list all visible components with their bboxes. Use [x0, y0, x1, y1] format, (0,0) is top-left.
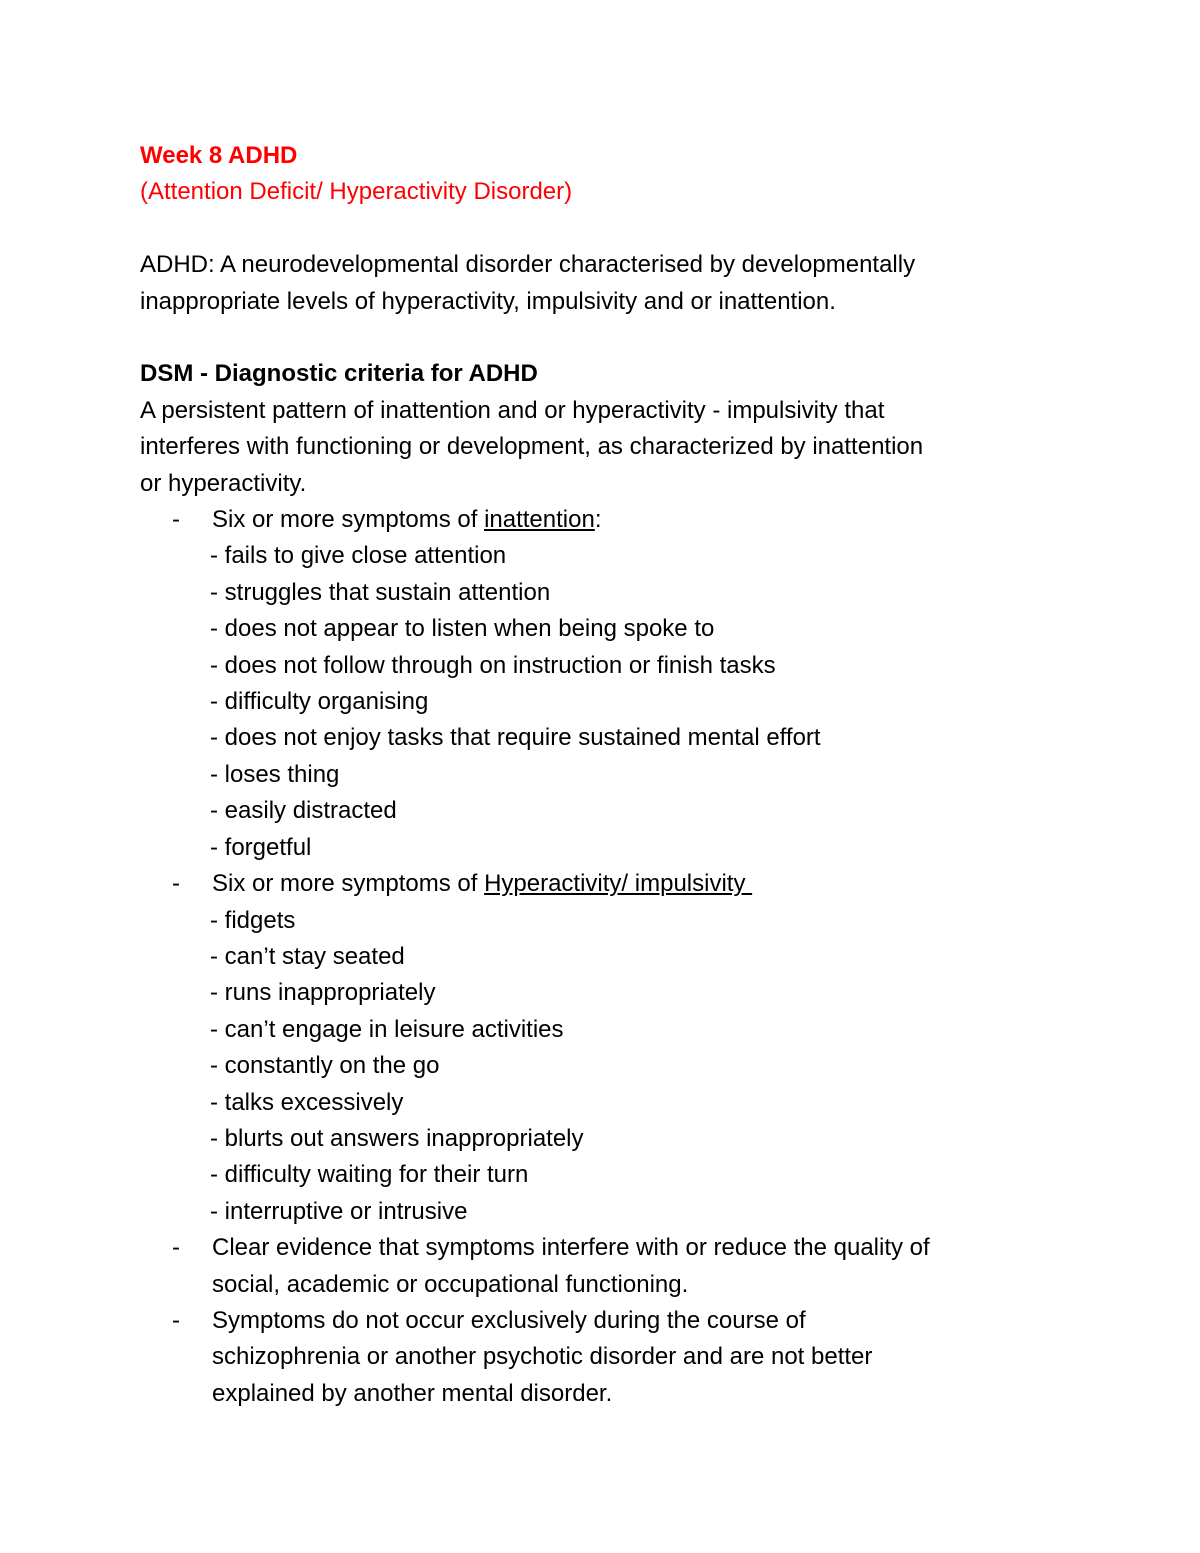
criterion-prefix: Six or more symptoms of [212, 506, 485, 534]
criterion-text: Clear evidence that symptoms interfere with or reduce the quality of [212, 1234, 930, 1262]
symptom-item: - struggles that sustain attention [210, 578, 551, 606]
criterion-suffix: : [594, 506, 602, 534]
symptom-item: - constantly on the go [210, 1052, 440, 1080]
dsm-intro-line: A persistent pattern of inattention and or hyperactivity - impulsivity that [140, 396, 885, 424]
symptom-item: - does not appear to listen when being spoke to [210, 615, 715, 643]
symptom-item: - difficulty waiting for their turn [210, 1161, 529, 1189]
symptom-item: - easily distracted [210, 797, 397, 825]
symptom-item: - difficulty organising [210, 688, 429, 716]
bullet-dash: - [172, 870, 180, 898]
criterion-text: schizophrenia or another psychotic disorder and are not better [212, 1343, 873, 1371]
page-title: Week 8 ADHD [140, 142, 298, 169]
spacer [140, 320, 1060, 356]
symptom-item: - interruptive or intrusive [210, 1197, 468, 1225]
symptom-item: - does not enjoy tasks that require sustained mental effort [210, 724, 821, 752]
dsm-intro-line: interferes with functioning or development, as characterized by inattention [140, 433, 924, 461]
dsm-intro-line: or hyperactivity. [140, 469, 307, 497]
criterion-prefix: Six or more symptoms of [212, 870, 485, 898]
criterion-term: Hyperactivity/ impulsivity [484, 870, 753, 898]
symptom-item: - forgetful [210, 833, 312, 861]
symptom-item: - talks excessively [210, 1088, 404, 1116]
criterion-exclusion [140, 1303, 1060, 1339]
dsm-heading: DSM - Diagnostic criteria for ADHD [140, 360, 538, 388]
symptom-item: - runs inappropriately [210, 979, 436, 1007]
page-subtitle: (Attention Deficit/ Hyperactivity Disorder) [140, 178, 573, 206]
criterion-impairment-continued [140, 1267, 1060, 1303]
document-page [140, 138, 1060, 1412]
criterion-term: inattention [484, 506, 595, 534]
criterion-impairment [140, 1230, 1060, 1266]
criterion-text: explained by another mental disorder. [212, 1379, 613, 1407]
symptom-item: - does not follow through on instruction or finish tasks [210, 651, 776, 679]
symptom-item: - fails to give close attention [210, 542, 507, 570]
criterion-exclusion-continued [140, 1376, 1060, 1412]
bullet-dash: - [172, 1234, 180, 1262]
bullet-dash: - [172, 506, 180, 534]
criterion-text: Symptoms do not occur exclusively during the course of [212, 1306, 806, 1334]
definition-line: ADHD: A neurodevelopmental disorder characterised by developmentally [140, 251, 916, 279]
symptom-item: - can’t stay seated [210, 942, 405, 970]
definition-line: inappropriate levels of hyperactivity, impulsivity and or inattention. [140, 287, 836, 315]
spacer [140, 211, 1060, 247]
criterion-hyperactivity [140, 866, 1060, 902]
criterion-text: social, academic or occupational functioning. [212, 1270, 689, 1298]
symptom-item: - loses thing [210, 760, 340, 788]
symptom-item: - fidgets [210, 906, 296, 934]
bullet-dash: - [172, 1306, 180, 1334]
symptom-item: - blurts out answers inappropriately [210, 1124, 584, 1152]
criterion-inattention [140, 502, 1060, 538]
criterion-exclusion-continued [140, 1339, 1060, 1375]
symptom-item: - can’t engage in leisure activities [210, 1015, 564, 1043]
